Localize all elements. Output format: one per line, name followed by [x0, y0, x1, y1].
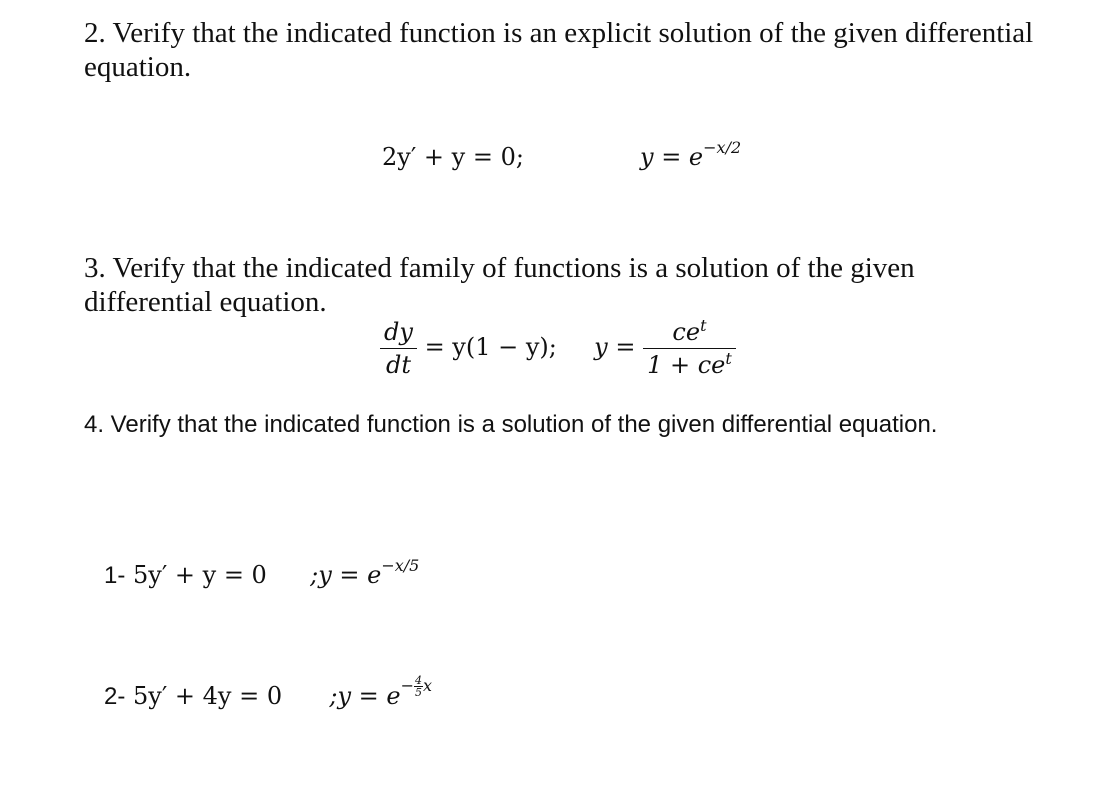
problem-3-deriv-numerator: dy — [380, 318, 417, 349]
problem-2-text: 2. Verify that the indicated function is an explicit solution of the given differential equation. — [84, 17, 1034, 83]
problem-3-rhs: = y(1 − y); — [424, 333, 557, 361]
problem-3-solution-fraction — [643, 318, 736, 379]
problem-3-derivative — [380, 318, 417, 379]
problem-4-item-2-ode: 5y′ + 4y = 0 — [132, 682, 283, 710]
problem-4-item-2-exp-numerator: 4 — [415, 674, 422, 687]
problem-4-item-2-exp-denominator: 5 — [415, 686, 422, 699]
problem-3-sol-numerator-exp: t — [700, 316, 707, 335]
problem-3-sol-denominator-exp: t — [725, 349, 732, 368]
problem-3-sol-denominator: 1 + ce — [647, 351, 726, 379]
problem-2-solution-base: y = e — [640, 143, 704, 171]
problem-4-item-2-exponent — [401, 675, 432, 698]
problem-3-text: 3. Verify that the indicated family of functions is a solution of the given differential equation. — [84, 252, 915, 318]
problem-4-item-1-ode: 5y′ + y = 0 — [132, 561, 267, 589]
problem-4-item-2-exp-sign: − — [400, 676, 414, 695]
problem-3-deriv-denominator: dt — [385, 351, 411, 379]
problem-4-item-1 — [104, 556, 420, 590]
problem-4-item-1-label: 1- — [104, 562, 126, 589]
problem-2-solution — [640, 138, 742, 171]
problem-4-item-2-label: 2- — [104, 683, 126, 710]
problem-4-item-1-solution-base: ;y = e — [310, 561, 382, 589]
problem-4-item-2-solution-base: ;y = e — [329, 682, 401, 710]
problem-3-sol-numerator: ce — [672, 318, 701, 346]
problem-4-item-2 — [104, 674, 433, 711]
problem-2-ode: 2y′ + y = 0; — [382, 143, 524, 171]
problem-4-item-2-exp-fraction — [414, 675, 423, 698]
problem-2-equation — [382, 143, 524, 171]
problem-4-item-1-solution-exponent: −x/5 — [381, 556, 420, 575]
problem-2-solution-exponent: −x/2 — [703, 138, 742, 157]
problem-3-equation — [380, 318, 736, 379]
problem-4-item-2-exp-var: x — [423, 676, 433, 695]
problem-4-text: 4. Verify that the indicated function is a solution of the given differential equation. — [84, 411, 938, 438]
problem-3-y-equals: y = — [594, 333, 636, 361]
